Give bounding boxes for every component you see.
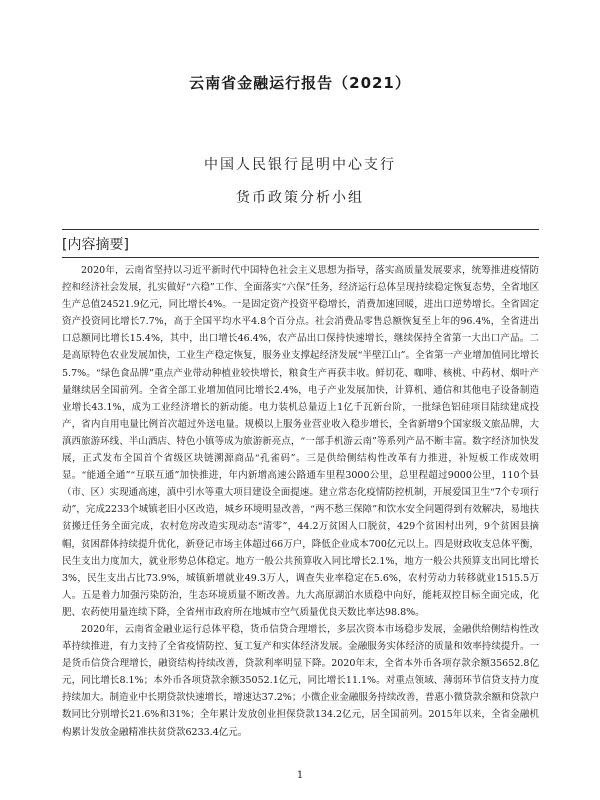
summary-body [62, 262, 539, 741]
summary-paragraph-finance: 2020年，云南省金融业运行总体平稳，货币信贷合理增长，多层次资本市场稳步发展，金融供给侧结构性改革持续推进，有力支持了全省疫情防控、复工复产和实体经济发展。金融服务实体经济的质量和效率持续提升。一是货币信贷合理增长，融资结构持续改善，贷款利率明显下降。2020年末，全省本外币各项存款余额35652.8亿元，同比增长8.1%；本外币各项贷款余额35052.1亿元，同比增长11.1%。对重点领域、薄弱环节信贷支持力度持续加大。制造业中长期贷款快速增长，增速达37.2%；小微企业金融服务持续改善，普惠小微贷款余额和贷款户数同比分别增长21.6%和31%；全年累计发放创业担保贷款134.2亿元，居全国前列。2015年以来，全省金融机构累计发放金融精准扶贫贷款6233.4亿元。 [62, 623, 539, 738]
author-group: 货币政策分析小组 [236, 190, 364, 206]
section-rule-bottom [62, 257, 539, 258]
section-rule-top [62, 229, 539, 230]
report-title: 云南省金融运行报告（2021） [189, 74, 411, 92]
page-number: 1 [296, 770, 304, 781]
issuing-organization: 中国人民银行昆明中心支行 [204, 157, 396, 173]
section-heading: [内容摘要] [62, 237, 129, 253]
summary-paragraph-economy: 2020年，云南省坚持以习近平新时代中国特色社会主义思想为指导，落实高质量发展要求，统筹推进疫情防控和经济社会发展，扎实做好“六稳”工作、全面落实“六保”任务，经济运行总体呈现持续稳定恢复态势，全省地区生产总值24521.9亿元，同比增长4%。一是固定资产投资平稳增长，消费加速回暖，进出口逆势增长。全省固定资产投资同比增长7.7%，高于全国平均水平4.8个百分点。社会消费品零售总额恢复至上年的96.4%，全省进出口总额同比增长15.4%，其中，出口增长46.4%，农产品出口保持快速增长，继续保持全省第一大出口产品。二是高原特色农业发展加快，工业生产稳定恢复，服务业支撑起经济发展“半壁江山”。全省第一产业增加值同比增长5.7%。“绿色食品牌”重点产业带动种植业较快增长，粮食生产再获丰收。鲜切花、咖啡、核桃、中药材、烟叶产量继续居全国前列。全省全部工业增加值同比增长2.4%，电子产业发展加快，计算机、通信和其他电子设备制造业增长43.1%，成为工业经济增长的新动能。电力装机总量迈上1亿千瓦新台阶，一批绿色铝硅项目陆续建成投产，省内自用电量比例首次超过外送电量。规模以上服务业营业收入稳步增长，全省新增9个国家级文旅品牌，大滇西旅游环线、半山酒店、特色小镇等成为旅游新亮点，“一部手机游云南”等系列产品不断丰富。数字经济加快发展，正式发布全国首个省级区块链溯源商品“孔雀码”。三是供给侧结构性改革有力推进，补短板工作成效明显。“能通全通”“互联互通”加快推进，年内新增高速公路通车里程3000公里，总里程超过9000公里，110个县（市、区）实现通高速，滇中引水等重大项目建设全面提速。建立常态化疫情防控机制，开展爱国卫生“7个专项行动”，完成2233个城镇老旧小区改造，城乡环境明显改善，“两不愁三保障”和饮水安全问题得到有效解决，易地扶贫搬迁任务全面完成，农村危房改造实现动态“清零”，44.2万贫困人口脱贫，429个贫困村出列，9个贫困县摘帽，贫困群体持续提升优化，新登记市场主体超过66万户，降低企业成本700亿元以上。四是财政收支总体平衡，民生支出力度加大，就业形势总体稳定。地方一般公共预算收入同比增长2.1%，地方一般公共预算支出同比增长3%，民生支出占比73.9%，城镇新增就业49.3万人，调查失业率稳定在5.6%，农村劳动力转移就业1515.5万人。五是着力加强污染防治，生态环境质量不断改善。九大高原湖泊水质稳中向好，能耗双控目标全面完成，化肥、农药使用量连续下降，全省州市政府所在地城市空气质量优良天数比率达98.8%。 [62, 265, 539, 618]
